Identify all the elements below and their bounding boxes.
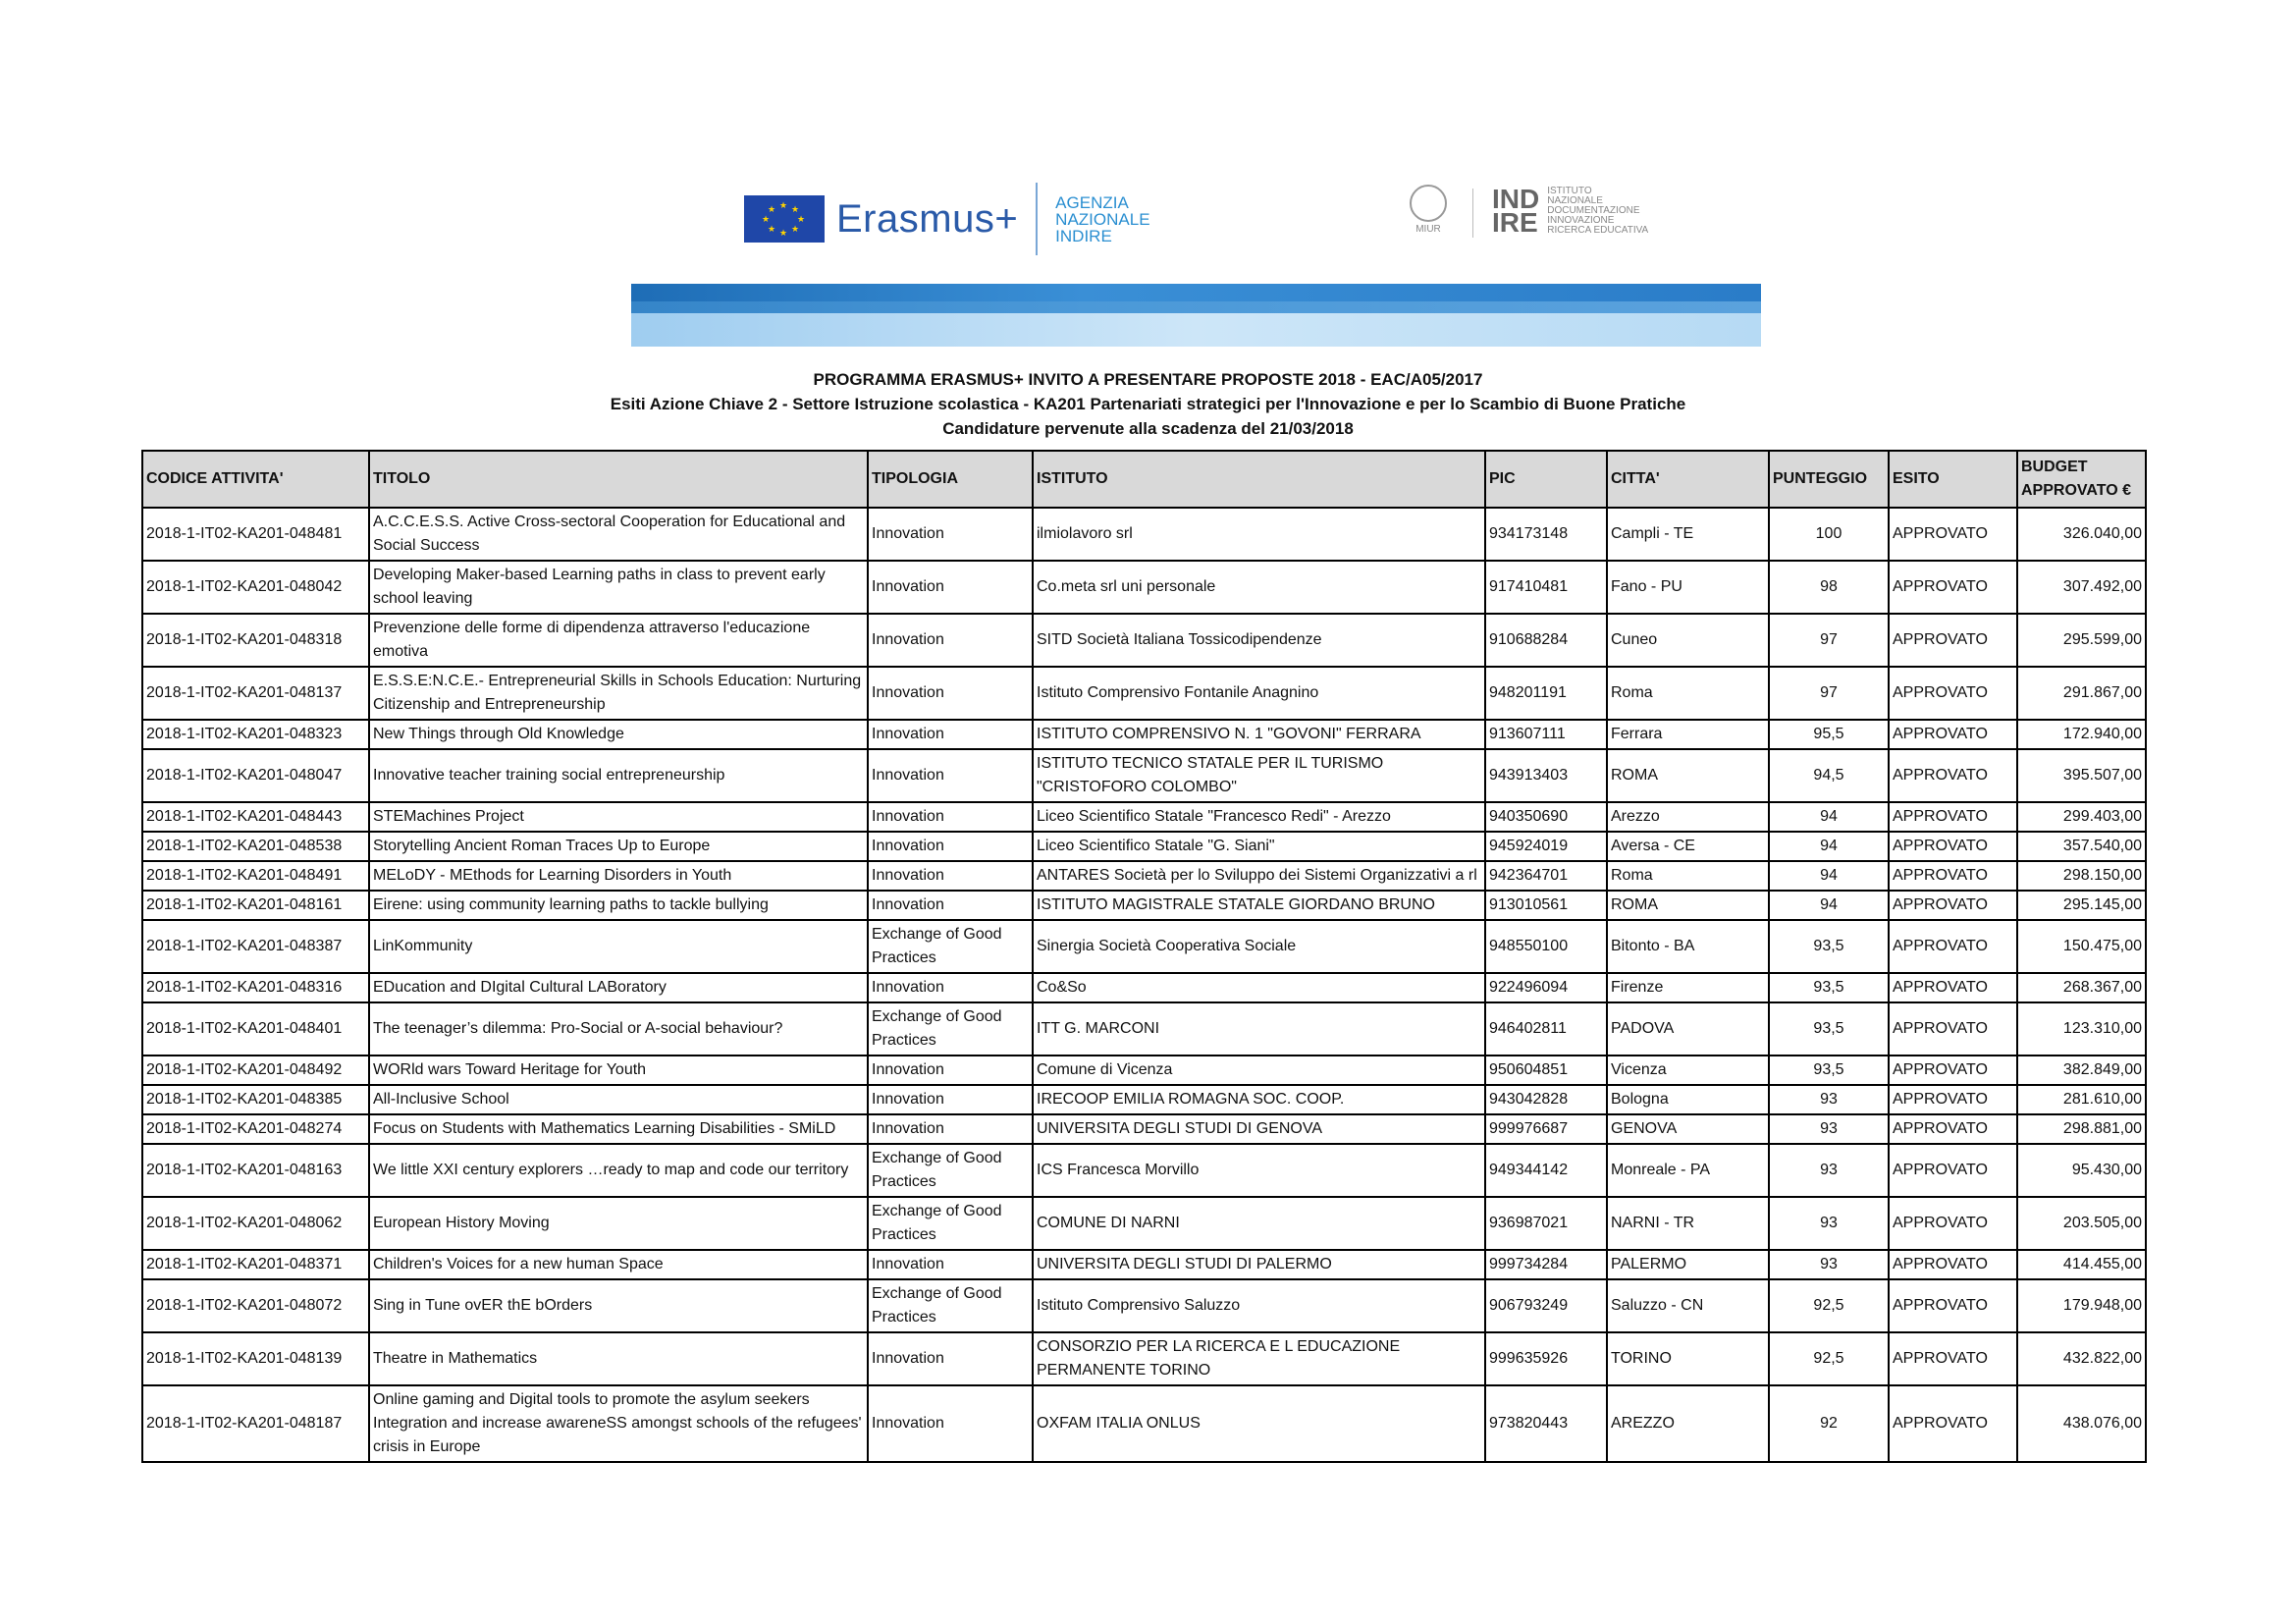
column-header: PUNTEGGIO xyxy=(1769,451,1889,508)
band-mid xyxy=(631,301,1761,313)
cell-code: 2018-1-IT02-KA201-048491 xyxy=(142,861,369,891)
table-row xyxy=(142,1085,2146,1114)
column-header: TITOLO xyxy=(369,451,868,508)
cell-budget: 95.430,00 xyxy=(2017,1144,2146,1197)
indire-text-line: INNOVAZIONE xyxy=(1547,215,1615,226)
cell-outcome: APPROVATO xyxy=(1889,1279,2017,1332)
header-band xyxy=(631,284,1761,347)
miur-seal-icon xyxy=(1410,185,1447,222)
cell-outcome: APPROVATO xyxy=(1889,561,2017,614)
cell-pic: 943042828 xyxy=(1485,1085,1607,1114)
cell-title: European History Moving xyxy=(369,1197,868,1250)
cell-institution: UNIVERSITA DEGLI STUDI DI GENOVA xyxy=(1033,1114,1485,1144)
document-title: PROGRAMMA ERASMUS+ INVITO A PRESENTARE PROPOSTE 2018 - EAC/A05/2017 xyxy=(813,370,1483,389)
eu-flag-icon: ★ ★ ★ ★ ★ ★ ★ ★ xyxy=(744,195,825,243)
cell-outcome: APPROVATO xyxy=(1889,973,2017,1002)
cell-city: PADOVA xyxy=(1607,1002,1769,1056)
cell-type: Innovation xyxy=(868,861,1033,891)
cell-institution: ICS Francesca Morvillo xyxy=(1033,1144,1485,1197)
cell-city: Fano - PU xyxy=(1607,561,1769,614)
cell-budget: 295.599,00 xyxy=(2017,614,2146,667)
cell-institution: ISTITUTO MAGISTRALE STATALE GIORDANO BRUNO xyxy=(1033,891,1485,920)
cell-code: 2018-1-IT02-KA201-048385 xyxy=(142,1085,369,1114)
cell-title: Eirene: using community learning paths to tackle bullying xyxy=(369,891,868,920)
cell-code: 2018-1-IT02-KA201-048323 xyxy=(142,720,369,749)
cell-code: 2018-1-IT02-KA201-048316 xyxy=(142,973,369,1002)
cell-score: 93,5 xyxy=(1769,1002,1889,1056)
erasmus-wordmark: Erasmus+ xyxy=(836,196,1019,241)
table-row xyxy=(142,667,2146,720)
cell-score: 94 xyxy=(1769,891,1889,920)
cell-budget: 357.540,00 xyxy=(2017,832,2146,861)
cell-budget: 382.849,00 xyxy=(2017,1056,2146,1085)
table-row xyxy=(142,973,2146,1002)
cell-type: Innovation xyxy=(868,561,1033,614)
cell-pic: 946402811 xyxy=(1485,1002,1607,1056)
indire-mark xyxy=(1492,184,1540,238)
indire-mark-line: IRE xyxy=(1492,207,1538,238)
cell-pic: 922496094 xyxy=(1485,973,1607,1002)
cell-title: Prevenzione delle forme di dipendenza attraverso l'educazione emotiva xyxy=(369,614,868,667)
cell-outcome: APPROVATO xyxy=(1889,1056,2017,1085)
cell-code: 2018-1-IT02-KA201-048492 xyxy=(142,1056,369,1085)
cell-pic: 910688284 xyxy=(1485,614,1607,667)
table-row xyxy=(142,1250,2146,1279)
cell-budget: 179.948,00 xyxy=(2017,1279,2146,1332)
cell-score: 94,5 xyxy=(1769,749,1889,802)
cell-outcome: APPROVATO xyxy=(1889,1085,2017,1114)
cell-city: Vicenza xyxy=(1607,1056,1769,1085)
cell-outcome: APPROVATO xyxy=(1889,1144,2017,1197)
cell-pic: 934173148 xyxy=(1485,508,1607,561)
cell-budget: 203.505,00 xyxy=(2017,1197,2146,1250)
cell-budget: 298.881,00 xyxy=(2017,1114,2146,1144)
cell-pic: 973820443 xyxy=(1485,1385,1607,1462)
cell-pic: 950604851 xyxy=(1485,1056,1607,1085)
cell-code: 2018-1-IT02-KA201-048161 xyxy=(142,891,369,920)
cell-score: 92,5 xyxy=(1769,1279,1889,1332)
cell-outcome: APPROVATO xyxy=(1889,1332,2017,1385)
results-table xyxy=(141,450,2147,1463)
cell-score: 97 xyxy=(1769,614,1889,667)
table-row xyxy=(142,1385,2146,1462)
cell-institution: COMUNE DI NARNI xyxy=(1033,1197,1485,1250)
cell-budget: 281.610,00 xyxy=(2017,1085,2146,1114)
cell-title: We little XXI century explorers …ready to map and code our territory xyxy=(369,1144,868,1197)
cell-pic: 943913403 xyxy=(1485,749,1607,802)
agency-line: NAZIONALE xyxy=(1055,209,1150,229)
table-row xyxy=(142,614,2146,667)
cell-outcome: APPROVATO xyxy=(1889,832,2017,861)
cell-score: 98 xyxy=(1769,561,1889,614)
cell-type: Innovation xyxy=(868,1114,1033,1144)
indire-text-line: NAZIONALE xyxy=(1547,195,1603,206)
column-header: CODICE ATTIVITA' xyxy=(142,451,369,508)
cell-title: EDucation and DIgital Cultural LABoratory xyxy=(369,973,868,1002)
cell-type: Innovation xyxy=(868,508,1033,561)
cell-institution: ISTITUTO TECNICO STATALE PER IL TURISMO "CRISTOFORO COLOMBO" xyxy=(1033,749,1485,802)
cell-title: STEMachines Project xyxy=(369,802,868,832)
cell-code: 2018-1-IT02-KA201-048062 xyxy=(142,1197,369,1250)
cell-type: Exchange of Good Practices xyxy=(868,1002,1033,1056)
cell-outcome: APPROVATO xyxy=(1889,920,2017,973)
cell-code: 2018-1-IT02-KA201-048139 xyxy=(142,1332,369,1385)
cell-budget: 299.403,00 xyxy=(2017,802,2146,832)
cell-outcome: APPROVATO xyxy=(1889,1114,2017,1144)
table-row xyxy=(142,1056,2146,1085)
cell-institution: Comune di Vicenza xyxy=(1033,1056,1485,1085)
cell-type: Innovation xyxy=(868,1250,1033,1279)
cell-pic: 917410481 xyxy=(1485,561,1607,614)
cell-type: Innovation xyxy=(868,1056,1033,1085)
cell-institution: ANTARES Società per lo Sviluppo dei Sistemi Organizzativi a rl xyxy=(1033,861,1485,891)
cell-institution: Istituto Comprensivo Fontanile Anagnino xyxy=(1033,667,1485,720)
cell-title: Innovative teacher training social entrepreneurship xyxy=(369,749,868,802)
logo-divider xyxy=(1472,189,1473,238)
table-row xyxy=(142,720,2146,749)
cell-type: Innovation xyxy=(868,832,1033,861)
cell-outcome: APPROVATO xyxy=(1889,1250,2017,1279)
cell-type: Exchange of Good Practices xyxy=(868,1144,1033,1197)
cell-city: Roma xyxy=(1607,861,1769,891)
cell-city: ROMA xyxy=(1607,749,1769,802)
cell-budget: 438.076,00 xyxy=(2017,1385,2146,1462)
column-header: ESITO xyxy=(1889,451,2017,508)
table-row xyxy=(142,749,2146,802)
cell-budget: 298.150,00 xyxy=(2017,861,2146,891)
cell-budget: 150.475,00 xyxy=(2017,920,2146,973)
column-header: ISTITUTO xyxy=(1033,451,1485,508)
table-row xyxy=(142,1002,2146,1056)
cell-institution: IRECOOP EMILIA ROMAGNA SOC. COOP. xyxy=(1033,1085,1485,1114)
cell-title: E.S.S.E:N.C.E.- Entrepreneurial Skills in Schools Education: Nurturing Citizenship and Entrepreneurship xyxy=(369,667,868,720)
cell-institution: Sinergia Società Cooperativa Sociale xyxy=(1033,920,1485,973)
cell-city: Cuneo xyxy=(1607,614,1769,667)
cell-institution: ISTITUTO COMPRENSIVO N. 1 "GOVONI" FERRARA xyxy=(1033,720,1485,749)
cell-budget: 432.822,00 xyxy=(2017,1332,2146,1385)
cell-pic: 999734284 xyxy=(1485,1250,1607,1279)
table-row xyxy=(142,891,2146,920)
cell-type: Innovation xyxy=(868,973,1033,1002)
cell-score: 93 xyxy=(1769,1144,1889,1197)
cell-city: GENOVA xyxy=(1607,1114,1769,1144)
table-row xyxy=(142,1114,2146,1144)
cell-city: Firenze xyxy=(1607,973,1769,1002)
cell-budget: 414.455,00 xyxy=(2017,1250,2146,1279)
column-header: CITTA' xyxy=(1607,451,1769,508)
cell-title: All-Inclusive School xyxy=(369,1085,868,1114)
cell-budget: 326.040,00 xyxy=(2017,508,2146,561)
document-deadline: Candidature pervenute alla scadenza del 21/03/2018 xyxy=(942,419,1354,438)
erasmus-logo xyxy=(744,187,1150,251)
cell-code: 2018-1-IT02-KA201-048072 xyxy=(142,1279,369,1332)
indire-text-line: RICERCA EDUCATIVA xyxy=(1547,225,1649,236)
cell-institution: SITD Società Italiana Tossicodipendenze xyxy=(1033,614,1485,667)
cell-budget: 172.940,00 xyxy=(2017,720,2146,749)
table-row xyxy=(142,561,2146,614)
cell-institution: Co&So xyxy=(1033,973,1485,1002)
cell-budget: 123.310,00 xyxy=(2017,1002,2146,1056)
cell-title: Storytelling Ancient Roman Traces Up to Europe xyxy=(369,832,868,861)
cell-score: 93 xyxy=(1769,1114,1889,1144)
cell-city: Bologna xyxy=(1607,1085,1769,1114)
cell-pic: 906793249 xyxy=(1485,1279,1607,1332)
cell-score: 94 xyxy=(1769,861,1889,891)
cell-type: Exchange of Good Practices xyxy=(868,1279,1033,1332)
cell-city: Ferrara xyxy=(1607,720,1769,749)
cell-type: Innovation xyxy=(868,1385,1033,1462)
cell-score: 97 xyxy=(1769,667,1889,720)
agency-line: INDIRE xyxy=(1055,226,1112,245)
table-row xyxy=(142,1144,2146,1197)
cell-pic: 942364701 xyxy=(1485,861,1607,891)
agency-line: AGENZIA xyxy=(1055,192,1129,212)
cell-city: PALERMO xyxy=(1607,1250,1769,1279)
table-body xyxy=(142,508,2146,1462)
table-row xyxy=(142,508,2146,561)
table-row xyxy=(142,861,2146,891)
cell-title: Developing Maker-based Learning paths in class to prevent early school leaving xyxy=(369,561,868,614)
indire-text-line: DOCUMENTAZIONE xyxy=(1547,205,1640,216)
cell-title: A.C.C.E.S.S. Active Cross-sectoral Cooperation for Educational and Social Success xyxy=(369,508,868,561)
cell-type: Innovation xyxy=(868,614,1033,667)
table-row xyxy=(142,1279,2146,1332)
column-header: TIPOLOGIA xyxy=(868,451,1033,508)
cell-pic: 936987021 xyxy=(1485,1197,1607,1250)
cell-city: NARNI - TR xyxy=(1607,1197,1769,1250)
cell-code: 2018-1-IT02-KA201-048481 xyxy=(142,508,369,561)
cell-type: Exchange of Good Practices xyxy=(868,920,1033,973)
cell-budget: 307.492,00 xyxy=(2017,561,2146,614)
cell-outcome: APPROVATO xyxy=(1889,667,2017,720)
cell-score: 94 xyxy=(1769,832,1889,861)
cell-score: 93 xyxy=(1769,1197,1889,1250)
cell-budget: 291.867,00 xyxy=(2017,667,2146,720)
cell-institution: Liceo Scientifico Statale "G. Siani" xyxy=(1033,832,1485,861)
cell-code: 2018-1-IT02-KA201-048137 xyxy=(142,667,369,720)
cell-title: Children's Voices for a new human Space xyxy=(369,1250,868,1279)
cell-city: Roma xyxy=(1607,667,1769,720)
cell-city: TORINO xyxy=(1607,1332,1769,1385)
cell-budget: 295.145,00 xyxy=(2017,891,2146,920)
cell-city: Campli - TE xyxy=(1607,508,1769,561)
indire-logo xyxy=(1492,184,1649,238)
cell-pic: 913010561 xyxy=(1485,891,1607,920)
cell-pic: 999976687 xyxy=(1485,1114,1607,1144)
indire-mark-line: IND xyxy=(1492,184,1540,214)
cell-institution: Istituto Comprensivo Saluzzo xyxy=(1033,1279,1485,1332)
cell-type: Innovation xyxy=(868,749,1033,802)
miur-logo xyxy=(1406,185,1451,240)
cell-title: Focus on Students with Mathematics Learning Disabilities - SMiLD xyxy=(369,1114,868,1144)
cell-city: ROMA xyxy=(1607,891,1769,920)
cell-title: Online gaming and Digital tools to promote the asylum seekers Integration and increase awareneSS amongst schools of the refugees' crisis in Europe xyxy=(369,1385,868,1462)
cell-institution: OXFAM ITALIA ONLUS xyxy=(1033,1385,1485,1462)
cell-score: 92,5 xyxy=(1769,1332,1889,1385)
table-row xyxy=(142,802,2146,832)
cell-outcome: APPROVATO xyxy=(1889,1385,2017,1462)
cell-title: The teenager’s dilemma: Pro-Social or A-social behaviour? xyxy=(369,1002,868,1056)
cell-type: Innovation xyxy=(868,802,1033,832)
cell-type: Innovation xyxy=(868,667,1033,720)
cell-title: Theatre in Mathematics xyxy=(369,1332,868,1385)
cell-score: 93,5 xyxy=(1769,973,1889,1002)
cell-institution: UNIVERSITA DEGLI STUDI DI PALERMO xyxy=(1033,1250,1485,1279)
miur-label: MIUR xyxy=(1415,224,1441,235)
table-row xyxy=(142,1197,2146,1250)
document-subtitle: Esiti Azione Chiave 2 - Settore Istruzione scolastica - KA201 Partenariati strategici per l'Innovazione e per lo Scambio di Buone Pratiche xyxy=(610,395,1686,413)
table-header-row xyxy=(142,451,2146,508)
cell-code: 2018-1-IT02-KA201-048187 xyxy=(142,1385,369,1462)
cell-institution: CONSORZIO PER LA RICERCA E L EDUCAZIONE PERMANENTE TORINO xyxy=(1033,1332,1485,1385)
cell-institution: ITT G. MARCONI xyxy=(1033,1002,1485,1056)
cell-code: 2018-1-IT02-KA201-048371 xyxy=(142,1250,369,1279)
agency-name xyxy=(1055,194,1149,244)
cell-score: 93 xyxy=(1769,1085,1889,1114)
cell-pic: 940350690 xyxy=(1485,802,1607,832)
cell-code: 2018-1-IT02-KA201-048274 xyxy=(142,1114,369,1144)
cell-city: Arezzo xyxy=(1607,802,1769,832)
cell-budget: 268.367,00 xyxy=(2017,973,2146,1002)
cell-outcome: APPROVATO xyxy=(1889,1002,2017,1056)
cell-title: WORld wars Toward Heritage for Youth xyxy=(369,1056,868,1085)
cell-outcome: APPROVATO xyxy=(1889,802,2017,832)
table-row xyxy=(142,920,2146,973)
cell-score: 94 xyxy=(1769,802,1889,832)
cell-code: 2018-1-IT02-KA201-048047 xyxy=(142,749,369,802)
cell-pic: 999635926 xyxy=(1485,1332,1607,1385)
cell-score: 93 xyxy=(1769,1250,1889,1279)
cell-city: Bitonto - BA xyxy=(1607,920,1769,973)
cell-type: Innovation xyxy=(868,1085,1033,1114)
cell-type: Exchange of Good Practices xyxy=(868,1197,1033,1250)
cell-score: 92 xyxy=(1769,1385,1889,1462)
table-row xyxy=(142,1332,2146,1385)
cell-title: Sing in Tune ovER thE bOrders xyxy=(369,1279,868,1332)
cell-code: 2018-1-IT02-KA201-048443 xyxy=(142,802,369,832)
indire-text-line: ISTITUTO xyxy=(1547,186,1592,196)
column-header: PIC xyxy=(1485,451,1607,508)
cell-pic: 948201191 xyxy=(1485,667,1607,720)
cell-type: Innovation xyxy=(868,1332,1033,1385)
cell-outcome: APPROVATO xyxy=(1889,720,2017,749)
cell-pic: 949344142 xyxy=(1485,1144,1607,1197)
cell-title: New Things through Old Knowledge xyxy=(369,720,868,749)
cell-outcome: APPROVATO xyxy=(1889,1197,2017,1250)
cell-title: LinKommunity xyxy=(369,920,868,973)
table-row xyxy=(142,832,2146,861)
cell-score: 93,5 xyxy=(1769,920,1889,973)
cell-institution: Liceo Scientifico Statale "Francesco Redi" - Arezzo xyxy=(1033,802,1485,832)
cell-code: 2018-1-IT02-KA201-048042 xyxy=(142,561,369,614)
cell-code: 2018-1-IT02-KA201-048538 xyxy=(142,832,369,861)
cell-score: 100 xyxy=(1769,508,1889,561)
band-light xyxy=(631,313,1761,347)
column-header: BUDGET APPROVATO € xyxy=(2017,451,2146,508)
cell-outcome: APPROVATO xyxy=(1889,861,2017,891)
cell-pic: 913607111 xyxy=(1485,720,1607,749)
cell-institution: Co.meta srl uni personale xyxy=(1033,561,1485,614)
cell-outcome: APPROVATO xyxy=(1889,614,2017,667)
logo-strip xyxy=(0,0,2296,275)
cell-type: Innovation xyxy=(868,891,1033,920)
cell-pic: 945924019 xyxy=(1485,832,1607,861)
cell-title: MELoDY - MEthods for Learning Disorders in Youth xyxy=(369,861,868,891)
cell-code: 2018-1-IT02-KA201-048387 xyxy=(142,920,369,973)
cell-city: Saluzzo - CN xyxy=(1607,1279,1769,1332)
cell-code: 2018-1-IT02-KA201-048401 xyxy=(142,1002,369,1056)
cell-outcome: APPROVATO xyxy=(1889,891,2017,920)
cell-score: 93,5 xyxy=(1769,1056,1889,1085)
cell-code: 2018-1-IT02-KA201-048318 xyxy=(142,614,369,667)
cell-institution: ilmiolavoro srl xyxy=(1033,508,1485,561)
cell-city: Aversa - CE xyxy=(1607,832,1769,861)
cell-type: Innovation xyxy=(868,720,1033,749)
cell-outcome: APPROVATO xyxy=(1889,508,2017,561)
indire-text xyxy=(1547,187,1648,236)
document-title-block xyxy=(0,367,2296,441)
logo-divider xyxy=(1036,183,1038,255)
cell-budget: 395.507,00 xyxy=(2017,749,2146,802)
cell-outcome: APPROVATO xyxy=(1889,749,2017,802)
cell-city: Monreale - PA xyxy=(1607,1144,1769,1197)
cell-city: AREZZO xyxy=(1607,1385,1769,1462)
cell-score: 95,5 xyxy=(1769,720,1889,749)
cell-pic: 948550100 xyxy=(1485,920,1607,973)
cell-code: 2018-1-IT02-KA201-048163 xyxy=(142,1144,369,1197)
